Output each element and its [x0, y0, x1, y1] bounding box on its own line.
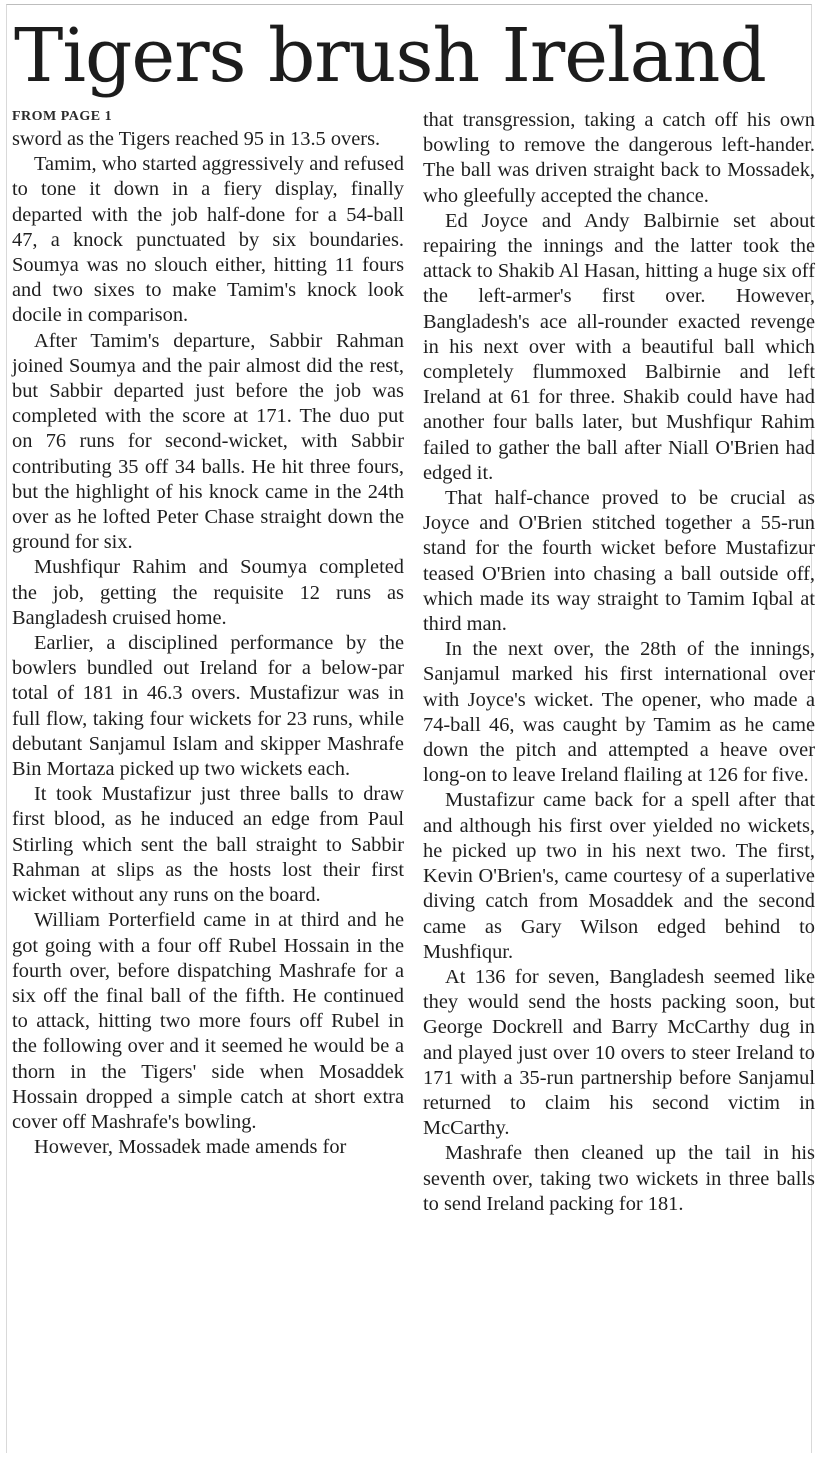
paragraph: In the next over, the 28th of the innings, Sanjamul marked his first international over with Joyce's wicket. The opener, who made a 74-ball 46, was caught by Tamim as he came down the pitch and attempted a heave over long-on to leave Ireland flailing at 126 for five.: [423, 638, 815, 787]
headline: Tigers brush Ireland: [14, 13, 766, 99]
paragraph: sword as the Tigers reached 95 in 13.5 overs.: [12, 128, 381, 150]
paragraph: William Porterfield came in at third and he got going with a four off Rubel Hossain in the fourth over, before dispatching Mashrafe for a six off the final ball of the fifth. He continued to attack, hitting two more fours off Rubel in the following over and it seemed he would be a thorn in the Tigers' side when Mosaddek Hossain dropped a simple catch at short extra cover off Mashrafe's bowling.: [12, 909, 404, 1133]
paragraph: Mashrafe then cleaned up the tail in his seventh over, taking two wickets in three balls to send Ireland packing for 181.: [423, 1142, 815, 1215]
paragraph: Earlier, a disciplined performance by the bowlers bundled out Ireland for a below-par total of 181 in 46.3 overs. Mustafizur was in full flow, taking four wickets for 23 runs, while debutant Sanjamul Islam and skipper Mashrafe Bin Mortaza picked up two wickets each.: [12, 632, 404, 781]
right-column: [423, 108, 815, 1217]
continued-from-kicker: FROM PAGE 1: [12, 109, 113, 124]
paragraph: At 136 for seven, Bangladesh seemed like they would send the hosts packing soon, but George Dockrell and Barry McCarthy dug in and played just over 10 overs to steer Ireland to 171 with a 35-run partnership before Sanjamul returned to claim his second victim in McCarthy.: [423, 965, 815, 1140]
paragraph: After Tamim's departure, Sabbir Rahman joined Soumya and the pair almost did the rest, but Sabbir departed just before the job was completed with the score at 171. The duo put on 76 runs for second-wicket, with Sabbir contributing 35 off 34 balls. He hit three fours, but the highlight of his knock came in the 24th over as he lofted Peter Chase straight down the ground for six.: [12, 329, 404, 554]
paragraph: Mushfiqur Rahim and Soumya completed the job, getting the requisite 12 runs as Bangladesh cruised home.: [12, 556, 404, 629]
paragraph: Tamim, who started aggressively and refused to tone it down in a fiery display, finally departed with the job half-done for a 54-ball 47, a knock punctuated by six boundaries. Soumya was no slouch either, hitting 11 fours and two sixes to make Tamim's knock look docile in comparison.: [12, 153, 404, 327]
paragraph: That half-chance proved to be crucial as Joyce and O'Brien stitched together a 55-run stand for the fourth wicket before Mustafizur teased O'Brien into chasing a ball outside off, which made its way straight to Tamim Iqbal at third man.: [423, 487, 815, 636]
paragraph: that transgression, taking a catch off his own bowling to remove the dangerous left-hander. The ball was driven straight back to Mossadek, who gleefully accepted the chance.: [423, 109, 815, 207]
paragraph: Mustafizur came back for a spell after that and although his first over yielded no wickets, he picked up two in his next two. The first, Kevin O'Brien's, came courtesy of a superlative diving catch from Mosaddek and the second came as Gary Wilson edged behind to Mushfiqur.: [423, 789, 815, 963]
left-column: [12, 108, 404, 1160]
paragraph: It took Mustafizur just three balls to draw first blood, as he induced an edge from Paul Stirling which sent the ball straight to Sabbir Rahman at slips as the hosts lost their first wicket without any runs on the board.: [12, 783, 404, 907]
paragraph: However, Mossadek made amends for: [34, 1136, 347, 1159]
paragraph: Ed Joyce and Andy Balbirnie set about repairing the innings and the latter took the attack to Shakib Al Hasan, hitting a huge six off the left-armer's first over. However, Bangladesh's ace all-rounder exacted revenge in his next over with a beautiful ball which completely flummoxed Balbirnie and left Ireland at 61 for three. Shakib could have had another four balls later, but Mushfiqur Rahim failed to gather the ball after Niall O'Brien had edged it.: [423, 209, 815, 484]
